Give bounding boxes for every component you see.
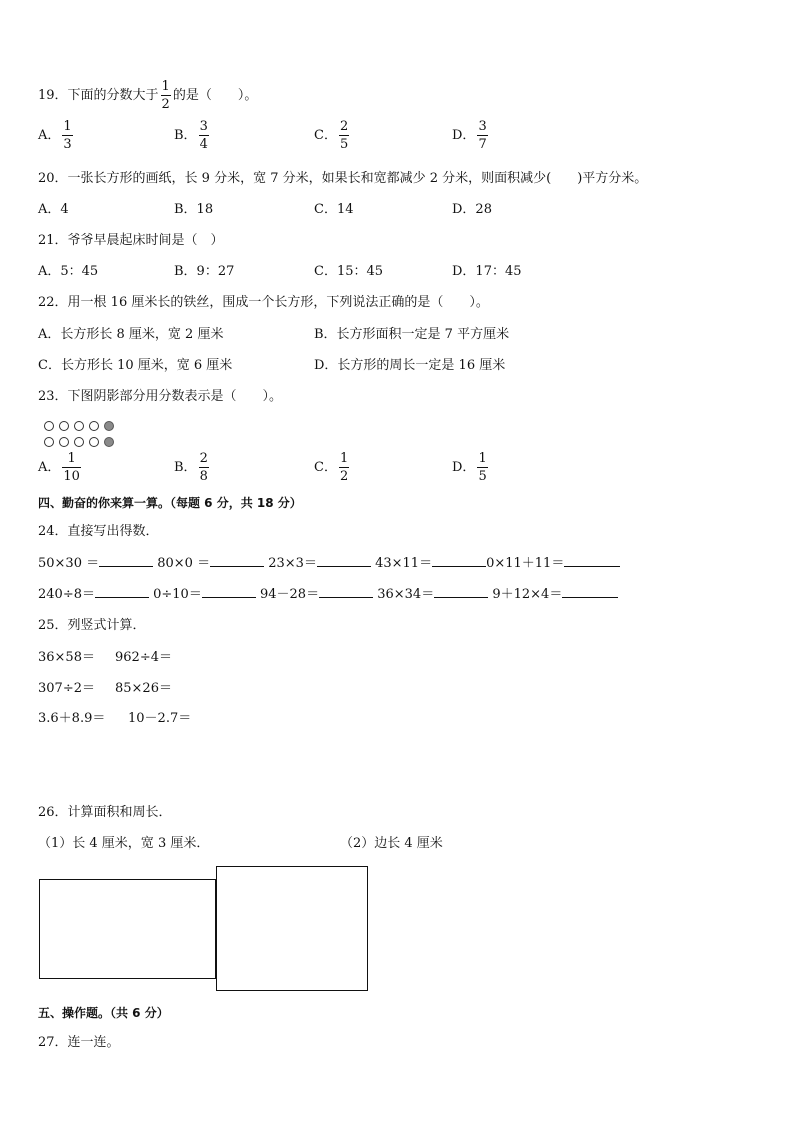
answer-blank[interactable] (562, 597, 618, 598)
shaded-circle-icon (104, 437, 114, 447)
empty-circle-icon (74, 421, 84, 431)
q21-stem: 21．爷爷早晨起床时间是（ ） (38, 233, 224, 248)
q24-expression: 0×11＋11＝ (486, 556, 565, 571)
q24-expression: 36×34＝ (377, 587, 435, 602)
q23-stem: 23．下图阴影部分用分数表示是（ ）。 (38, 389, 283, 404)
q24-expression: 240÷8＝ (38, 587, 95, 602)
q24-expression: 43×11＝ (375, 556, 433, 571)
q21-option-a: A．5：45 (38, 264, 99, 279)
q24-expression: 94－28＝ (259, 587, 320, 602)
q23-option-b: B． $\frac{2}{8}$ (174, 451, 208, 484)
q25-expression: 36×58＝ (38, 650, 95, 665)
answer-blank[interactable] (210, 566, 264, 567)
q22-option-d: D．长方形的周长一定是 16 厘米 (314, 358, 506, 373)
q19-option-b: B． $\frac{3}{4}$ (174, 119, 208, 152)
answer-blank[interactable] (99, 566, 153, 567)
q24-expression: 23×3＝ (268, 556, 317, 571)
answer-blank[interactable] (319, 597, 373, 598)
q25-expression: 10－2.7＝ (128, 711, 192, 726)
q22-option-a: A．长方形长 8 厘米，宽 2 厘米 (38, 327, 224, 342)
q23-option-c: C． $\frac{1}{2}$ (314, 451, 349, 484)
q20-option-b: B．18 (174, 202, 214, 217)
q22-option-b: B．长方形面积一定是 7 平方厘米 (314, 327, 510, 342)
q20-option-a: A．4 (38, 202, 69, 217)
empty-circle-icon (89, 421, 99, 431)
empty-circle-icon (89, 437, 99, 447)
q23-circle-figure (44, 418, 119, 450)
q19-option-d: D． $\frac{3}{7}$ (452, 119, 487, 152)
q21-option-d: D．17：45 (452, 264, 522, 279)
q19-prefix: 19．下面的分数大于 (38, 88, 159, 103)
empty-circle-icon (59, 437, 69, 447)
q19-stem (38, 80, 257, 111)
q19-fraction: $\frac{1}{2}$ (161, 79, 170, 112)
answer-blank[interactable] (564, 566, 620, 567)
q24-expression: 0÷10＝ (153, 587, 202, 602)
q24-expression: 50×30 ＝ (38, 556, 100, 571)
empty-circle-icon (59, 421, 69, 431)
answer-blank[interactable] (432, 566, 486, 567)
q19-option-c: C． $\frac{2}{5}$ (314, 119, 349, 152)
q26-part-2: （2）边长 4 厘米 (340, 836, 443, 851)
empty-circle-icon (44, 437, 54, 447)
answer-blank[interactable] (202, 597, 256, 598)
q19-option-a: A． $\frac{1}{3}$ (38, 119, 72, 152)
q24-expression: 80×0 ＝ (157, 556, 211, 571)
q22-stem: 22．用一根 16 厘米长的铁丝，围成一个长方形，下列说法正确的是（ ）。 (38, 295, 489, 310)
q21-option-c: C．15：45 (314, 264, 384, 279)
q25-expression: 962÷4＝ (115, 650, 172, 665)
q20-option-d: D．28 (452, 202, 492, 217)
q26-stem: 26．计算面积和周长． (38, 805, 172, 820)
empty-circle-icon (44, 421, 54, 431)
answer-blank[interactable] (434, 597, 488, 598)
empty-circle-icon (74, 437, 84, 447)
q19-suffix: 的是（ ）。 (172, 88, 258, 103)
rectangle-figure (39, 879, 216, 979)
section-5-title: 五、操作题。（共 6 分） (38, 1006, 169, 1020)
q21-option-b: B．9：27 (174, 264, 235, 279)
q20-stem: 20．一张长方形的画纸，长 9 分米，宽 7 分米，如果长和宽都减少 2 分米，则面积减少( )平方分米。 (38, 171, 648, 186)
answer-blank[interactable] (95, 597, 149, 598)
q26-part-1: （1）长 4 厘米，宽 3 厘米． (38, 836, 210, 851)
q23-circle-row (44, 418, 119, 434)
q23-option-a: A． $\frac{1}{10}$ (38, 451, 80, 484)
q25-stem: 25．列竖式计算． (38, 618, 146, 633)
q24-expression: 9＋12×4＝ (492, 587, 563, 602)
q24-stem: 24．直接写出得数． (38, 524, 159, 539)
q25-expression: 3.6＋8.9＝ (38, 711, 106, 726)
q20-option-c: C．14 (314, 202, 354, 217)
q23-option-d: D． $\frac{1}{5}$ (452, 451, 487, 484)
square-figure (216, 866, 368, 991)
q27-stem: 27．连一连。 (38, 1035, 120, 1050)
q25-expression: 307÷2＝ (38, 681, 95, 696)
shaded-circle-icon (104, 421, 114, 431)
q25-expression: 85×26＝ (115, 681, 172, 696)
q24-row-1 (38, 552, 620, 571)
answer-blank[interactable] (317, 566, 371, 567)
q22-option-c: C．长方形长 10 厘米，宽 6 厘米 (38, 358, 233, 373)
q24-row-2 (38, 583, 618, 602)
q23-circle-row (44, 434, 119, 450)
section-4-title: 四、勤奋的你来算一算。（每题 6 分，共 18 分） (38, 496, 302, 510)
